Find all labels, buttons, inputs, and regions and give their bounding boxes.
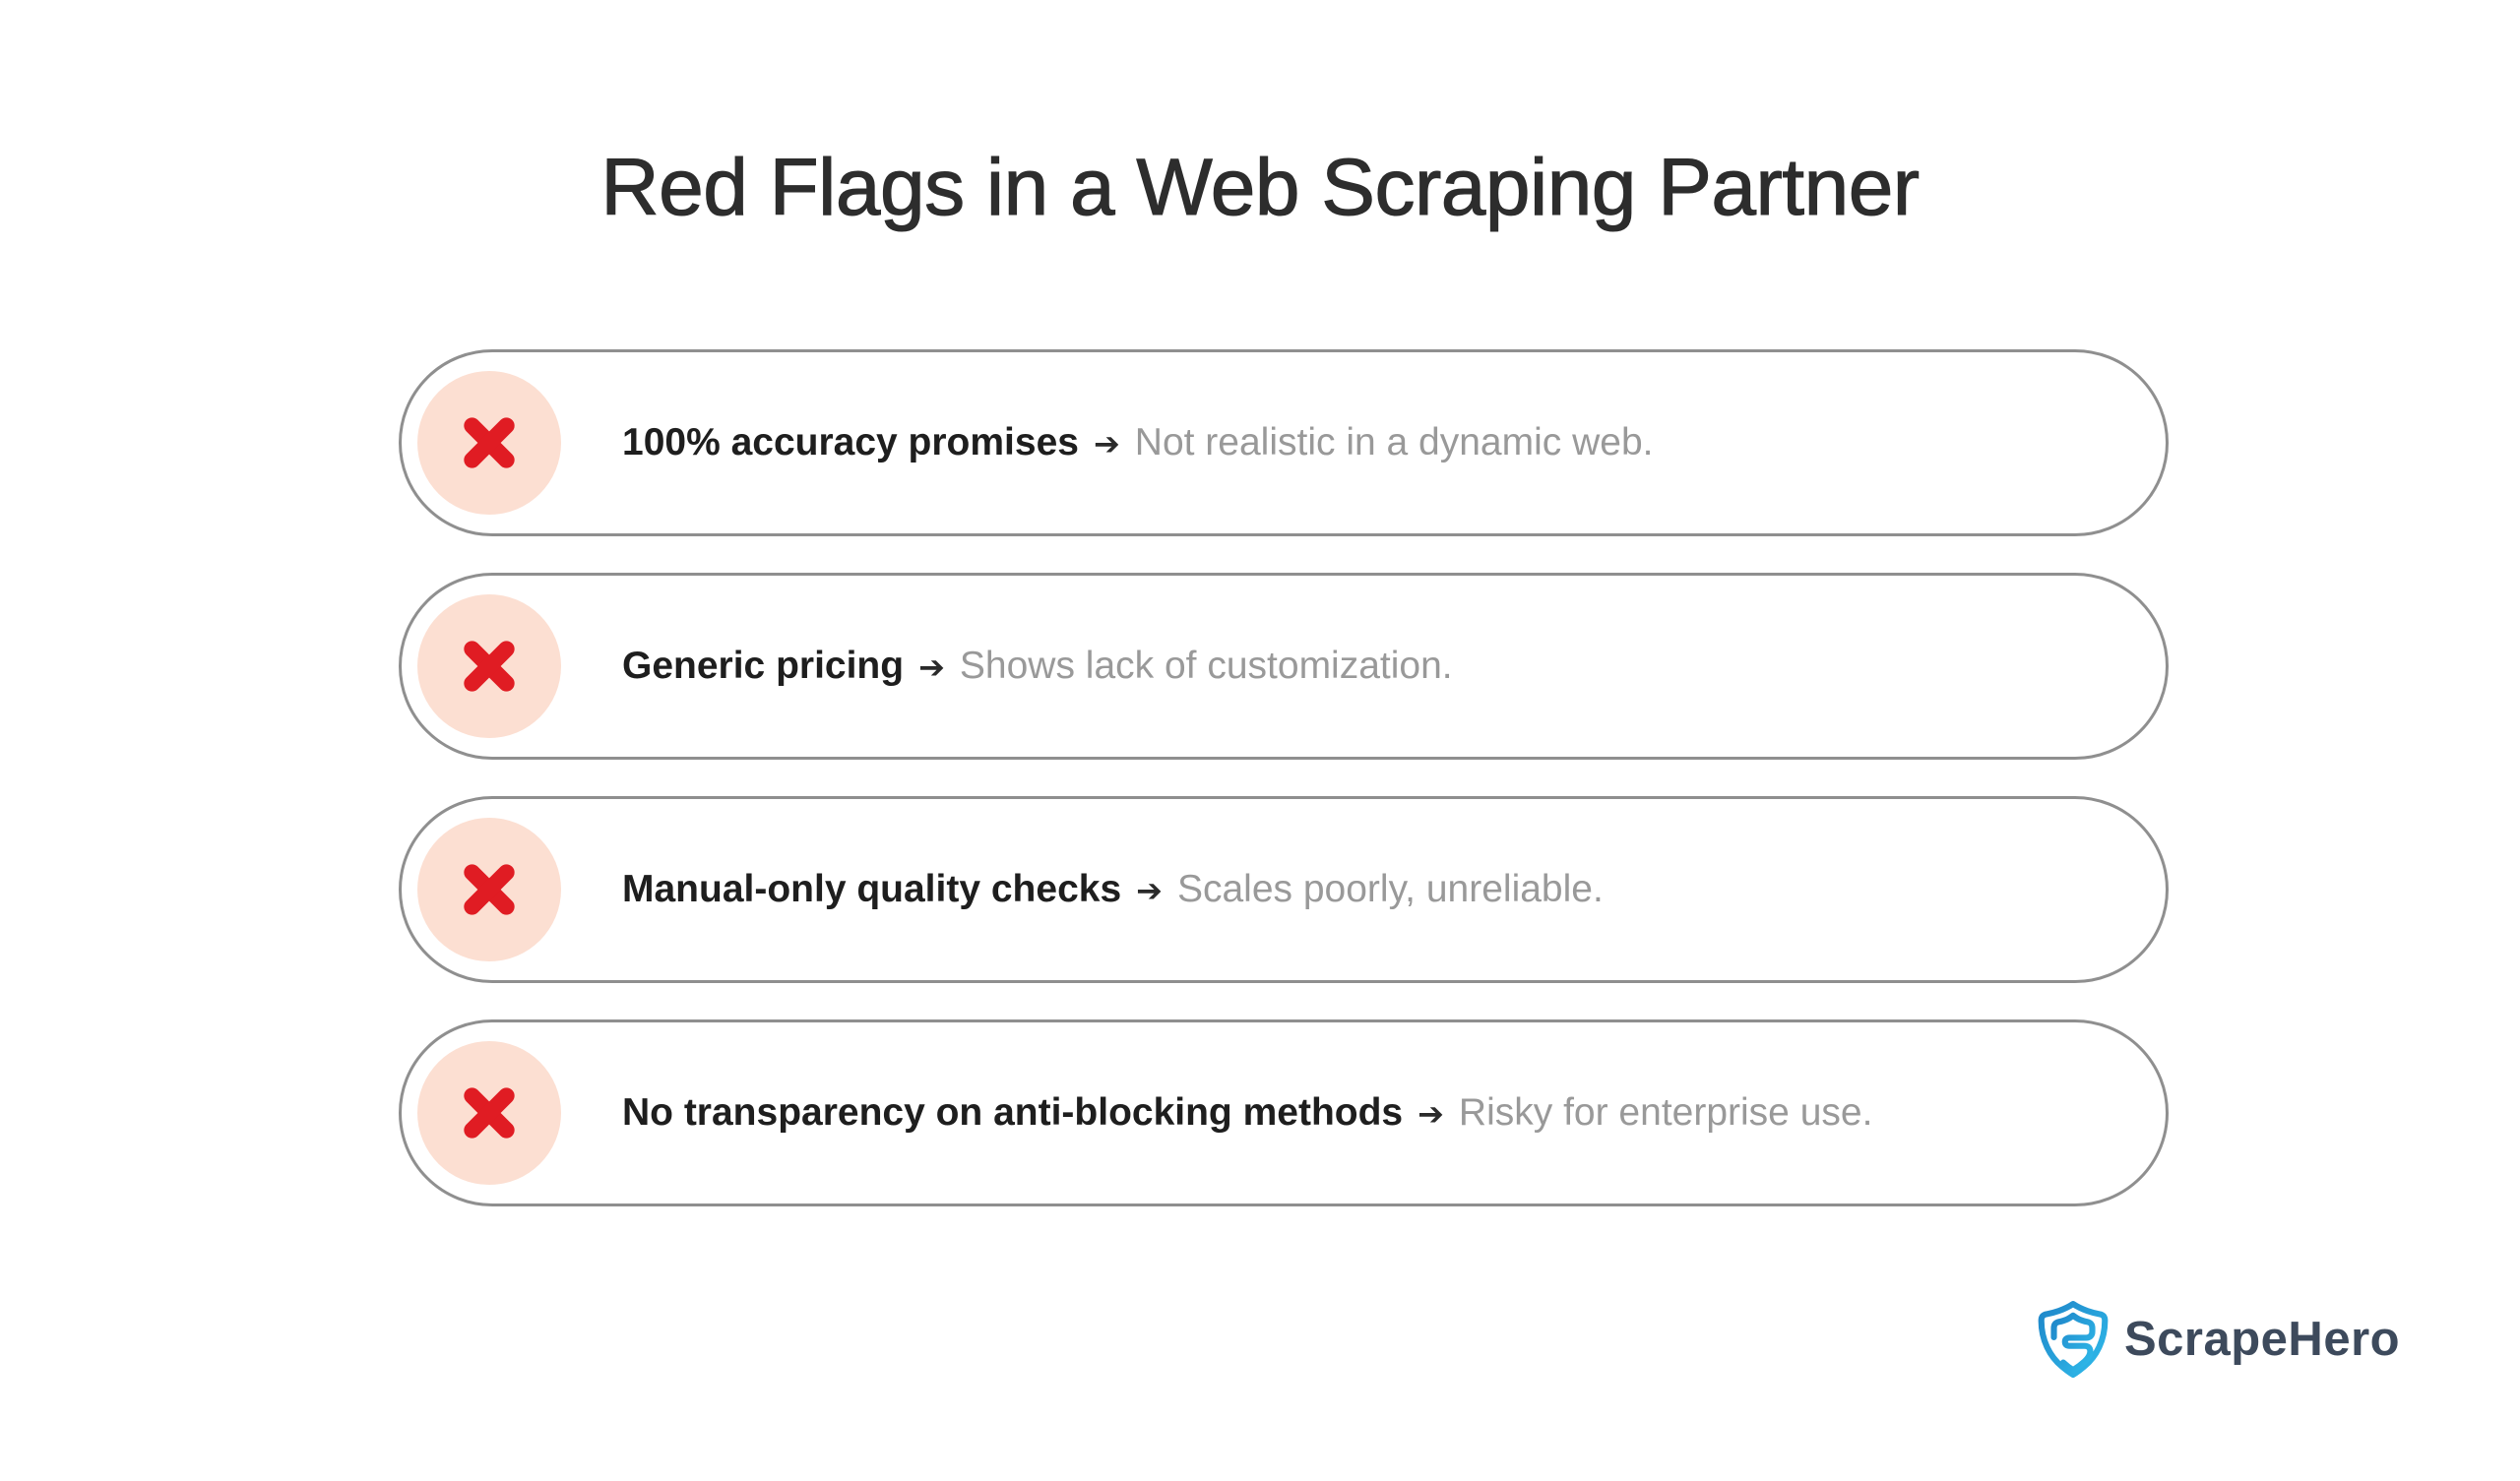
card-detail-text: Not realistic in a dynamic web. [1134, 421, 1654, 463]
x-icon [459, 859, 520, 920]
card-strong-text: No transparency on anti-blocking methods [622, 1091, 1404, 1134]
right-arrow-icon: ➔ [918, 649, 945, 685]
right-arrow-icon: ➔ [1136, 873, 1163, 908]
right-arrow-icon: ➔ [1418, 1096, 1444, 1132]
red-flag-card [399, 1019, 2169, 1206]
card-detail-text: Risky for enterprise use. [1458, 1091, 1873, 1134]
page-title: Red Flags in a Web Scraping Partner [600, 143, 1920, 232]
x-mark-badge [417, 594, 561, 738]
card-strong-text: Generic pricing [622, 645, 905, 687]
red-flag-card [399, 349, 2169, 536]
scrapehero-logo [2038, 1299, 2400, 1380]
scrapehero-shield-icon [2038, 1300, 2109, 1379]
right-arrow-icon: ➔ [1093, 426, 1120, 462]
x-icon [459, 636, 520, 697]
x-mark-badge [417, 1041, 561, 1185]
card-text [622, 1091, 1872, 1135]
card-detail-text: Shows lack of customization. [959, 645, 1453, 687]
x-icon [459, 1082, 520, 1143]
card-text [622, 421, 1654, 464]
card-text [622, 645, 1453, 688]
card-strong-text: Manual-only quality checks [622, 868, 1122, 910]
red-flag-card [399, 573, 2169, 760]
card-detail-text: Scales poorly, unreliable. [1176, 868, 1604, 910]
card-strong-text: 100% accuracy promises [622, 421, 1079, 463]
x-mark-badge [417, 371, 561, 515]
card-text [622, 868, 1604, 911]
red-flag-card [399, 796, 2169, 983]
x-icon [459, 412, 520, 473]
red-flag-list [399, 349, 2169, 1206]
scrapehero-wordmark: ScrapeHero [2124, 1313, 2401, 1366]
x-mark-badge [417, 818, 561, 961]
